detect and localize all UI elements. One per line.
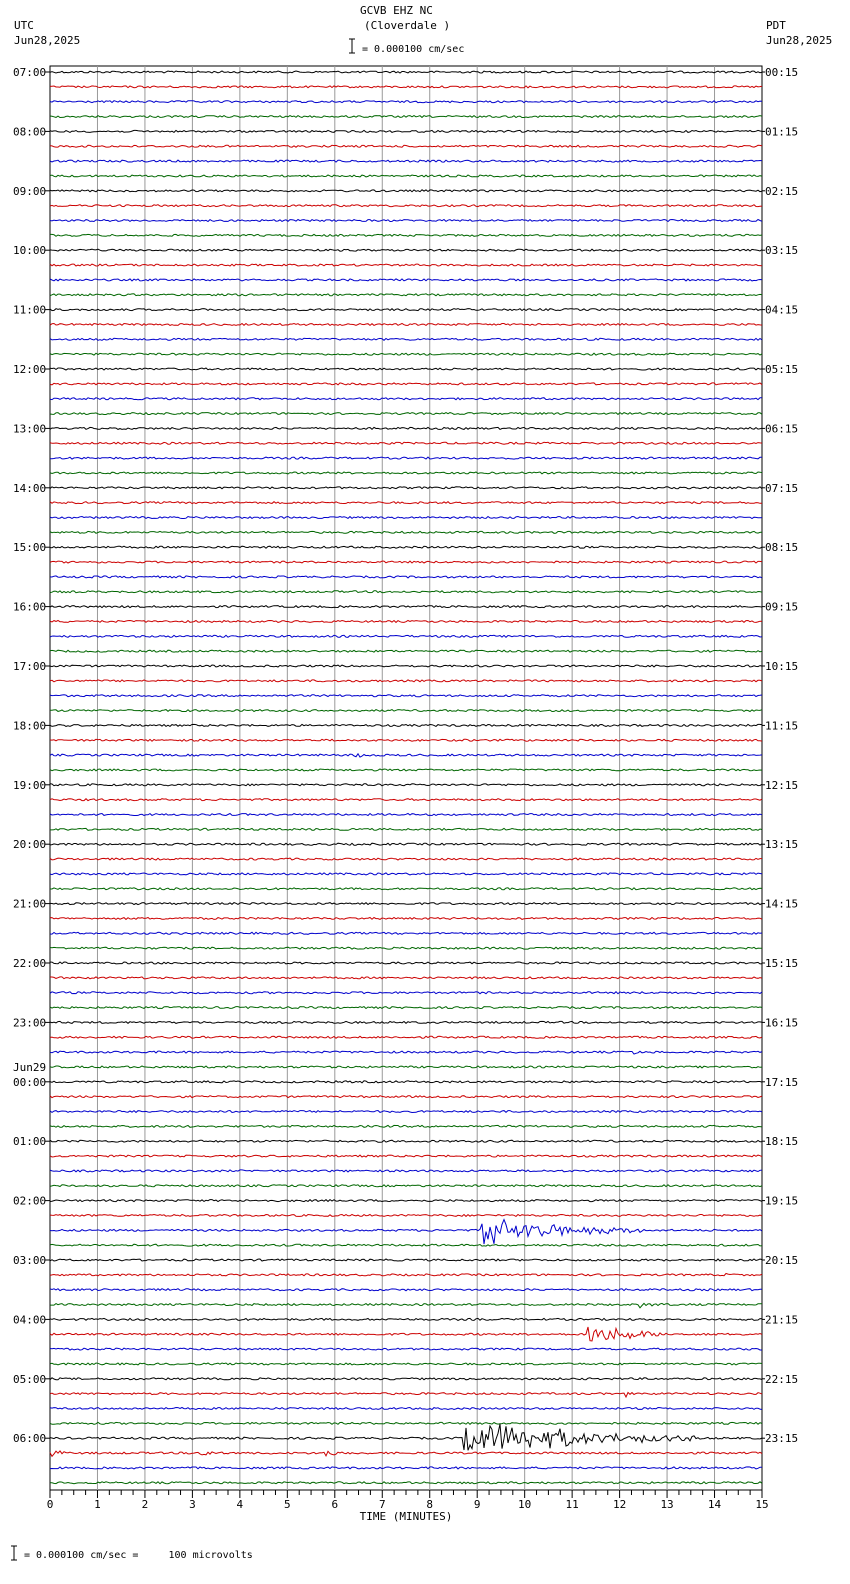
trace-line: [50, 546, 762, 548]
right-hour-label: 10:15: [765, 660, 799, 673]
x-tick-label: 0: [46, 1498, 54, 1511]
right-timezone: PDT: [766, 19, 786, 32]
trace-line: [50, 888, 762, 890]
trace-line: [50, 175, 762, 177]
trace-line: [50, 1021, 762, 1023]
trace-line: [50, 769, 762, 771]
station-location: (Cloverdale ): [364, 19, 451, 32]
x-tick-label: 10: [518, 1498, 532, 1511]
trace-line: [50, 992, 762, 994]
right-hour-label: 21:15: [765, 1313, 799, 1327]
trace-line: [50, 1200, 762, 1202]
trace-line: [50, 1244, 762, 1246]
trace-line: [50, 1274, 762, 1276]
trace-line: [50, 234, 762, 236]
date-change-label: Jun29: [13, 1060, 47, 1074]
trace-line: [50, 814, 762, 816]
trace-line: [50, 977, 762, 979]
trace-line: [50, 413, 762, 415]
trace-line: [50, 828, 762, 830]
trace-line: [50, 1422, 762, 1424]
right-hour-label: 18:15: [765, 1135, 799, 1149]
x-tick-label: 1: [94, 1498, 101, 1511]
right-hour-label: 20:15: [765, 1254, 799, 1267]
left-hour-label: 06:00: [13, 1432, 47, 1446]
trace-line: [50, 309, 762, 311]
left-date: Jun28,2025: [14, 34, 81, 47]
trace-line: [50, 1140, 762, 1142]
left-hour-label: 05:00: [13, 1372, 47, 1386]
trace-line: [50, 739, 762, 741]
trace-line: [50, 487, 762, 489]
right-hour-label: 11:15: [765, 719, 799, 733]
left-hour-label: 23:00: [13, 1016, 47, 1030]
trace-line: [50, 635, 762, 637]
left-hour-label: 18:00: [13, 719, 47, 733]
left-hour-label: 20:00: [13, 838, 47, 852]
trace-line: [50, 962, 762, 964]
right-hour-label: 14:15: [765, 897, 799, 911]
trace-line: [50, 1215, 762, 1217]
x-tick-label: 12: [612, 1498, 627, 1511]
footer-scale-label: = 0.000100 cm/sec = 100 microvolts: [24, 1550, 253, 1561]
x-tick-label: 7: [378, 1498, 386, 1511]
x-axis-title: TIME (MINUTES): [359, 1510, 453, 1523]
right-hour-label: 08:15: [765, 541, 799, 555]
right-hour-label: 01:15: [765, 125, 799, 139]
right-hour-label: 03:15: [765, 244, 799, 258]
right-hour-label: 07:15: [765, 481, 799, 495]
trace-line: [50, 1451, 762, 1456]
x-tick-label: 13: [660, 1498, 674, 1511]
trace-line: [50, 799, 762, 801]
left-hour-label: 13:00: [13, 422, 47, 436]
trace-line: [50, 220, 762, 222]
trace-line: [50, 1185, 762, 1187]
trace-line: [50, 145, 762, 147]
left-hour-label: 11:00: [13, 303, 47, 317]
trace-line: [50, 784, 762, 786]
trace-line: [50, 873, 762, 875]
trace-line: [50, 249, 762, 251]
trace-line: [50, 279, 762, 281]
x-tick-label: 8: [426, 1498, 434, 1511]
trace-line: [50, 86, 762, 88]
left-hour-label: 16:00: [13, 600, 47, 614]
trace-line: [50, 695, 762, 697]
trace-line: [50, 427, 762, 429]
trace-line: [50, 843, 762, 845]
trace-line: [50, 1289, 762, 1291]
left-hour-label: 01:00: [13, 1135, 47, 1149]
right-hour-label: 15:15: [765, 957, 799, 970]
left-hour-label: 12:00: [13, 363, 47, 376]
trace-line: [50, 1424, 762, 1450]
trace-line: [50, 190, 762, 192]
trace-line: [50, 903, 762, 905]
left-hour-label: 03:00: [13, 1254, 47, 1267]
trace-line: [50, 621, 762, 623]
trace-line: [50, 294, 762, 296]
x-axis: [47, 1490, 769, 1523]
trace-line: [50, 665, 762, 667]
trace-line: [50, 160, 762, 162]
trace-line: [50, 650, 762, 652]
trace-line: [50, 1363, 762, 1365]
trace-line: [50, 116, 762, 118]
x-tick-label: 6: [331, 1498, 339, 1511]
trace-line: [50, 1393, 762, 1398]
trace-line: [50, 724, 762, 726]
trace-line: [50, 324, 762, 326]
trace-line: [50, 1303, 762, 1307]
trace-line: [50, 383, 762, 385]
right-hour-label: 22:15: [765, 1372, 799, 1386]
left-hour-label: 07:00: [13, 66, 47, 79]
trace-line: [50, 442, 762, 444]
right-hour-label: 04:15: [765, 303, 799, 317]
scale-label: = 0.000100 cm/sec: [362, 44, 465, 55]
right-hour-label: 16:15: [765, 1016, 799, 1030]
x-tick-label: 3: [189, 1498, 196, 1511]
right-hour-label: 06:15: [765, 422, 799, 436]
trace-line: [50, 1066, 762, 1068]
right-hour-label: 12:15: [765, 778, 799, 792]
left-timezone: UTC: [14, 19, 34, 32]
trace-line: [50, 1155, 762, 1157]
trace-line: [50, 205, 762, 207]
station-title: GCVB EHZ NC: [360, 4, 433, 17]
trace-line: [50, 368, 762, 370]
x-tick-label: 11: [565, 1498, 579, 1511]
trace-line: [50, 680, 762, 682]
trace-line: [50, 932, 762, 934]
x-tick-label: 2: [141, 1498, 149, 1511]
right-hour-label: 09:15: [765, 600, 799, 614]
trace-line: [50, 1378, 762, 1380]
left-hour-label: 02:00: [13, 1194, 47, 1208]
trace-line: [50, 264, 762, 266]
right-hour-label: 02:15: [765, 184, 799, 198]
x-tick-label: 4: [236, 1498, 244, 1511]
trace-line: [50, 1051, 762, 1054]
trace-line: [50, 1327, 762, 1341]
right-hour-label: 17:15: [765, 1075, 799, 1089]
right-hour-label: 19:15: [765, 1194, 799, 1208]
trace-line: [50, 591, 762, 593]
right-date: Jun28,2025: [766, 34, 833, 47]
trace-line: [50, 858, 762, 860]
trace-line: [50, 1408, 762, 1410]
right-hour-label: 00:15: [765, 66, 799, 79]
trace-line: [50, 918, 762, 920]
trace-line: [50, 472, 762, 474]
right-hour-label: 23:15: [765, 1432, 799, 1446]
trace-line: [50, 754, 762, 757]
x-tick-label: 14: [707, 1498, 722, 1511]
x-tick-label: 15: [755, 1498, 769, 1511]
trace-line: [50, 353, 762, 355]
trace-line: [50, 1170, 762, 1172]
trace-line: [50, 502, 762, 504]
trace-line: [50, 1259, 762, 1261]
trace-line: [50, 947, 762, 949]
trace-line: [50, 1007, 762, 1009]
trace-line: [50, 1220, 762, 1245]
right-hour-label: 05:15: [765, 363, 799, 376]
left-hour-label: 19:00: [13, 778, 47, 792]
left-hour-label: 21:00: [13, 897, 47, 911]
left-hour-label: 08:00: [13, 125, 47, 139]
trace-line: [50, 398, 762, 400]
trace-line: [50, 1348, 762, 1350]
left-hour-label: 15:00: [13, 541, 47, 555]
trace-line: [50, 1318, 762, 1320]
trace-line: [50, 1125, 762, 1127]
trace-line: [50, 1081, 762, 1083]
trace-group: [50, 71, 762, 1484]
trace-line: [50, 1036, 762, 1038]
trace-line: [50, 1096, 762, 1098]
left-hour-label: 00:00: [13, 1075, 47, 1089]
left-hour-label: 04:00: [13, 1313, 47, 1327]
trace-line: [50, 338, 762, 340]
trace-line: [50, 71, 762, 73]
trace-line: [50, 1111, 762, 1113]
trace-line: [50, 517, 762, 519]
x-tick-label: 9: [473, 1498, 481, 1511]
left-hour-label: 22:00: [13, 957, 47, 970]
trace-line: [50, 576, 762, 578]
trace-line: [50, 130, 762, 132]
left-hour-label: 09:00: [13, 184, 47, 198]
right-hour-label: 13:15: [765, 838, 799, 852]
trace-line: [50, 561, 762, 563]
trace-line: [50, 457, 762, 459]
trace-line: [50, 531, 762, 533]
trace-line: [50, 1482, 762, 1484]
left-hour-label: 14:00: [13, 481, 47, 495]
trace-line: [50, 101, 762, 103]
trace-line: [50, 710, 762, 712]
trace-line: [50, 606, 762, 608]
left-hour-label: 17:00: [13, 660, 47, 673]
left-hour-label: 10:00: [13, 244, 47, 258]
trace-line: [50, 1467, 762, 1469]
x-tick-label: 5: [284, 1498, 291, 1511]
